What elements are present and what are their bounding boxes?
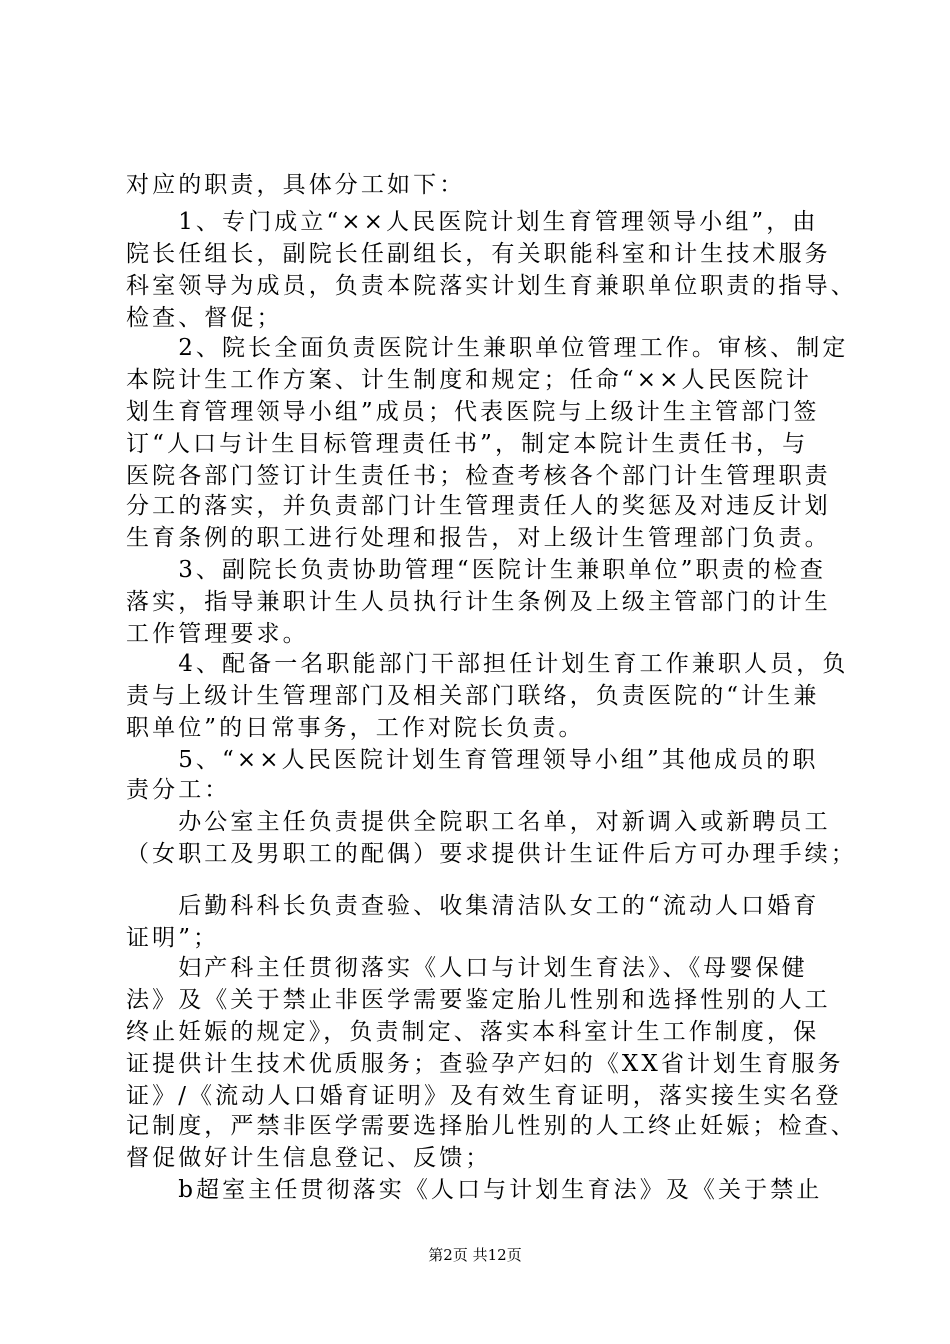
text-line: 对应的职责，具体分工如下： — [126, 172, 466, 198]
text-line: 证明”； — [126, 925, 220, 951]
text-line: 科室领导为成员，负责本院落实计划生育兼职单位职责的指导、 — [126, 273, 857, 299]
text-line: 职单位”的日常事务，工作对院长负责。 — [126, 715, 585, 741]
page-number: 第2页 共12页 — [428, 1246, 522, 1264]
text-line: 责分工： — [126, 777, 231, 803]
text-line: 责与上级计生管理部门及相关部门联络，负责医院的“计生兼 — [126, 683, 820, 709]
text-line: 检查、督促； — [126, 305, 283, 331]
text-line: 5、“××人民医院计划生育管理领导小组”其他成员的职 — [126, 747, 819, 773]
text-line: 划生育管理领导小组”成员；代表医院与上级计生主管部门签 — [126, 399, 820, 425]
text-line: 证》/《流动人口婚育证明》及有效生育证明，落实接生实名登 — [126, 1083, 842, 1109]
text-line: 分工的落实，并负责部门计生管理责任人的奖惩及对违反计划 — [126, 493, 831, 519]
text-line: （女职工及男职工的配偶）要求提供计生证件后方可办理手续； — [126, 841, 857, 867]
text-line: 院长任组长，副院长任副组长，有关职能科室和计生技术服务 — [126, 241, 831, 267]
text-line: 落实，指导兼职计生人员执行计生条例及上级主管部门的计生 — [126, 589, 831, 615]
text-line: 妇产科主任贯彻落实《人口与计划生育法》、《母婴保健 — [126, 955, 808, 981]
text-line: b超室主任贯彻落实《人口与计划生育法》及《关于禁止 — [126, 1177, 823, 1203]
text-line: 督促做好计生信息登记、反馈； — [126, 1145, 492, 1171]
text-line: 终止妊娠的规定》，负责制定、落实本科室计生工作制度，保 — [126, 1019, 820, 1045]
text-line: 后勤科科长负责查验、收集清洁队女工的“流动人口婚育 — [126, 893, 820, 919]
text-line: 本院计生工作方案、计生制度和规定；任命“××人民医院计 — [126, 367, 813, 393]
text-line: 办公室主任负责提供全院职工名单，对新调入或新聘员工 — [126, 809, 831, 835]
text-line: 工作管理要求。 — [126, 621, 309, 647]
text-line: 记制度，严禁非医学需要选择胎儿性别的人工终止妊娠；检查、 — [126, 1113, 857, 1139]
text-line: 2、院长全面负责医院计生兼职单位管理工作。审核、制定 — [126, 335, 849, 361]
text-line: 生育条例的职工进行处理和报告，对上级计生管理部门负责。 — [126, 525, 831, 551]
text-line: 3、副院长负责协助管理“医院计生兼职单位”职责的检查 — [126, 557, 826, 583]
text-line: 医院各部门签订计生责任书；检查考核各个部门计生管理职责 — [126, 463, 831, 489]
text-line: 订“人口与计生目标管理责任书”，制定本院计生责任书，与 — [126, 431, 809, 457]
text-line: 法》及《关于禁止非医学需要鉴定胎儿性别和选择性别的人工 — [126, 987, 831, 1013]
text-line: 4、配备一名职能部门干部担任计划生育工作兼职人员，负 — [126, 651, 849, 677]
text-line: 1、专门成立“××人民医院计划生育管理领导小组”，由 — [126, 209, 819, 235]
text-line: 证提供计生技术优质服务；查验孕产妇的《XX省计划生育服务 — [126, 1051, 844, 1077]
